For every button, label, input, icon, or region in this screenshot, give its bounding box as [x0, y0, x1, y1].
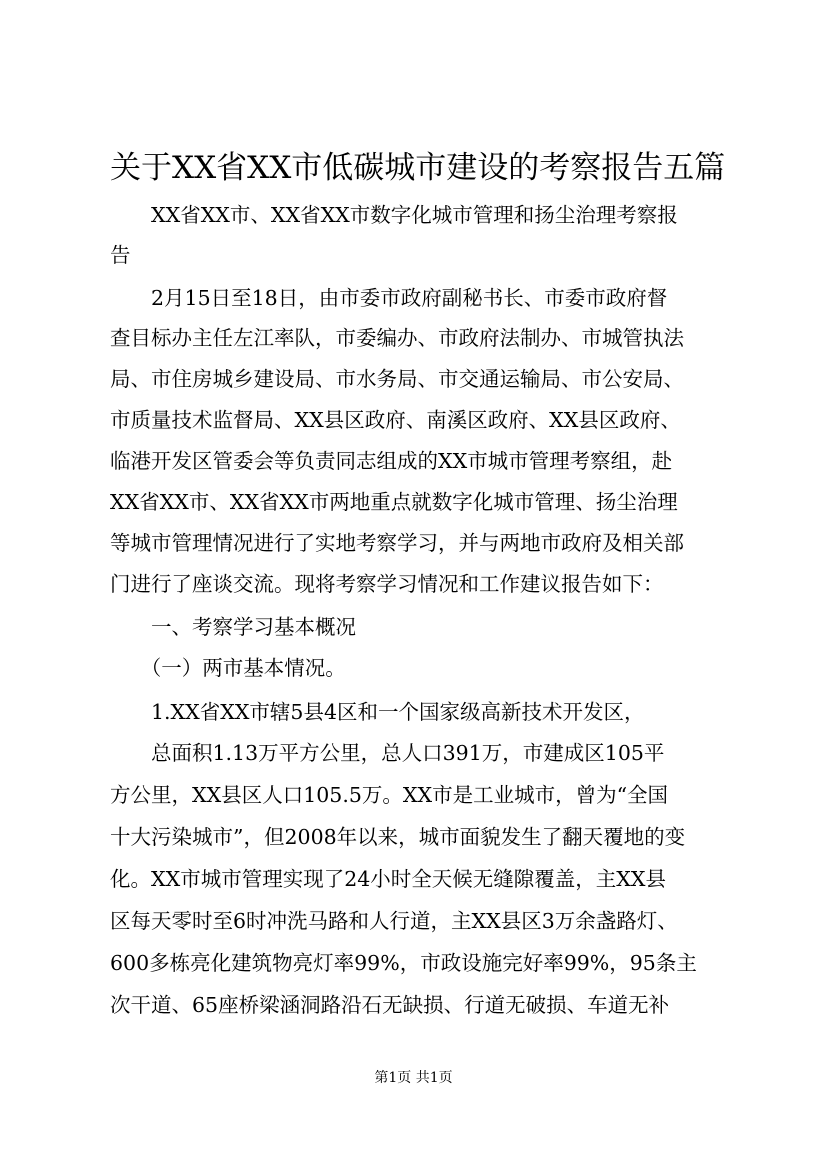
body-line: 总面积1.13万平方公里，总人口391万，市建成区105平	[110, 741, 665, 765]
page-footer: 第1页 共1页	[374, 1070, 453, 1086]
body-line: 门进行了座谈交流。现将考察学习情况和工作建议报告如下：	[110, 572, 664, 596]
body-line: 区每天零时至6时冲洗马路和人行道，主XX县区3万余盏路灯、	[110, 909, 678, 933]
body-line: 十大污染城市”，但2008年以来，城市面貌发生了翻天覆地的变	[110, 825, 686, 849]
subsection-heading: （一）两市基本情况。	[110, 656, 346, 680]
body-line: 市质量技术监督局、XX县区政府、南溪区政府、XX县区政府、	[110, 408, 681, 432]
body-line: 方公里，XX县区人口105.5万。XX市是工业城市，曾为“全国	[110, 783, 669, 807]
body-line: XX省XX市、XX省XX市数字化城市管理和扬尘治理考察报	[110, 203, 678, 227]
section-heading: 一、考察学习基本概况	[110, 615, 356, 639]
body-line: 1.XX省XX市辖5县4区和一个国家级高新技术开发区，	[110, 700, 645, 724]
body-line: 2月15日至18日，由市委市政府副秘书长、市委市政府督	[110, 286, 668, 310]
body-line: 600多栋亮化建筑物亮灯率99%，市政设施完好率99%，95条主	[110, 951, 697, 975]
body-line: 临港开发区管委会等负责同志组成的XX市城市管理考察组，赴	[110, 449, 673, 473]
body-line: 局、市住房城乡建设局、市水务局、市交通运输局、市公安局、	[110, 367, 684, 391]
body-line: 次干道、65座桥梁涵洞路沿石无缺损、行道无破损、车道无补	[110, 993, 670, 1017]
body-line: 告	[110, 243, 131, 267]
body-line: XX省XX市、XX省XX市两地重点就数字化城市管理、扬尘治理	[110, 490, 678, 514]
body-line: 查目标办主任左江率队，市委编办、市政府法制办、市城管执法	[110, 326, 684, 350]
body-line: 化。XX市城市管理实现了24小时全天候无缝隙覆盖，主XX县	[110, 867, 666, 891]
document-title: 关于XX省XX市低碳城市建设的考察报告五篇	[110, 150, 726, 186]
body-line: 等城市管理情况进行了实地考察学习，并与两地市政府及相关部	[110, 531, 684, 555]
